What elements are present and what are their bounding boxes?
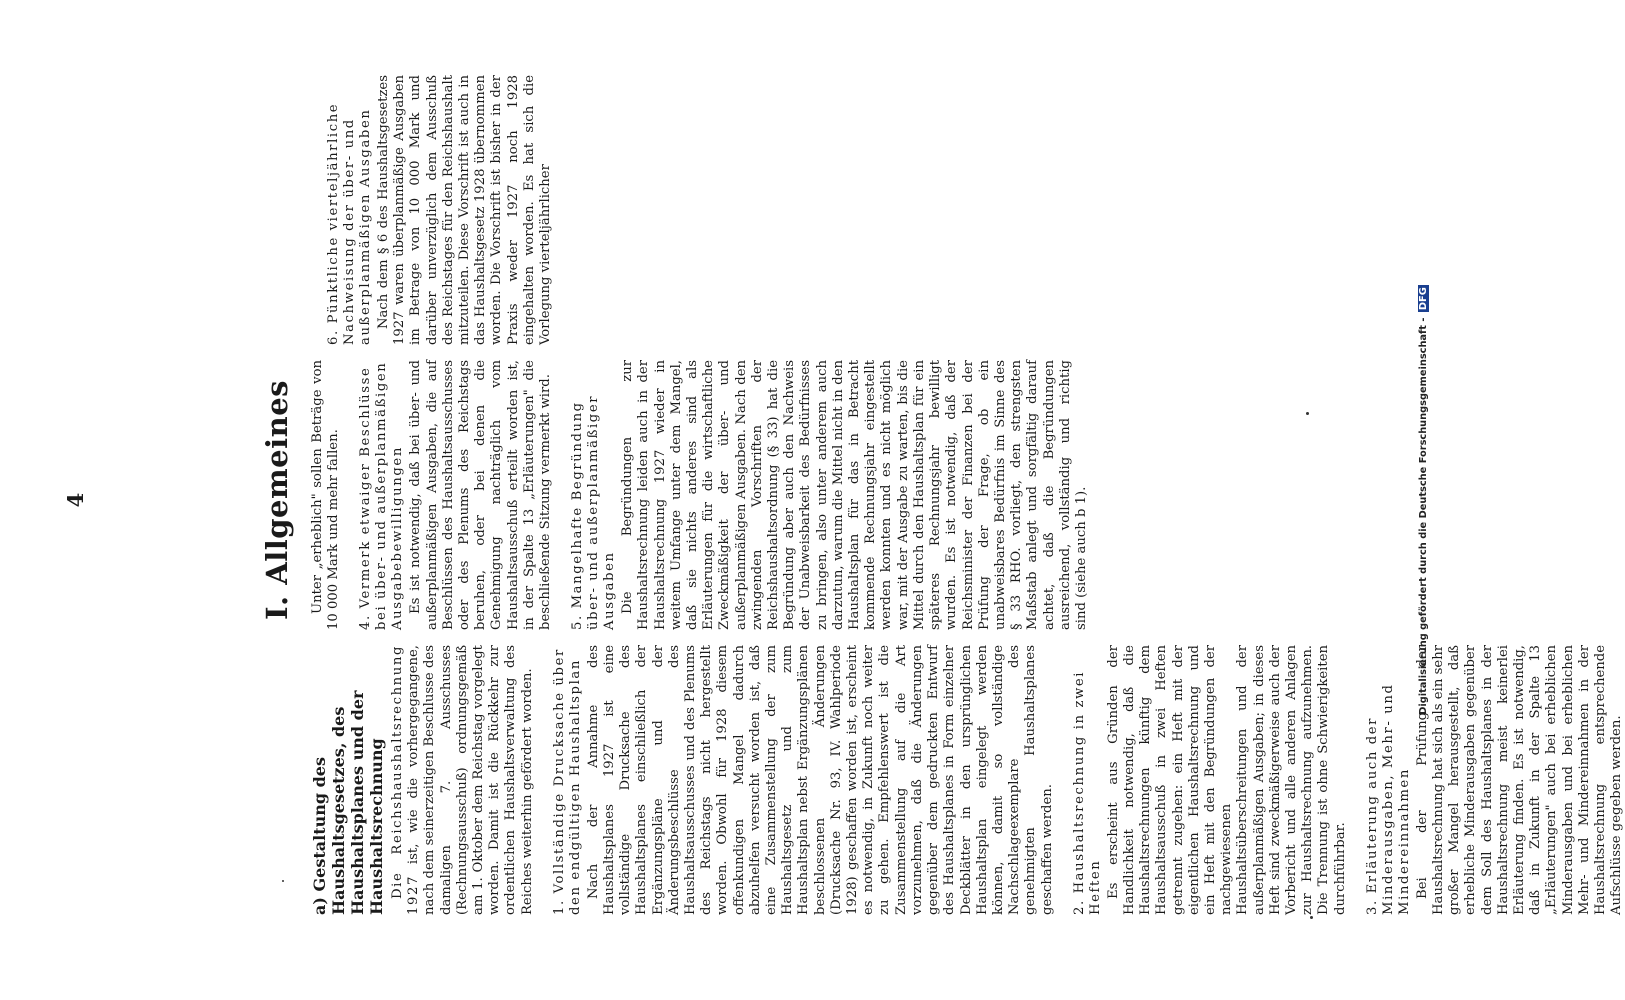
section-5-heading: 5. Mangelhafte Begründung über- und außerplanmäßiger Ausgaben xyxy=(570,394,618,630)
section-3-text-2: Unter „erheblich" sollen Beträge von 10 000 Mark und mehr fallen. xyxy=(310,360,342,630)
section-a-paragraph xyxy=(390,645,536,915)
section-4-heading: 4. Vermerk etwaiger Beschlüsse bei über- und außerplanmäßigen Ausgabebewilligungen xyxy=(358,361,406,630)
dfg-logo: DFG xyxy=(1418,287,1429,311)
section-a-heading: a) Gestaltung des Haushaltsgesetzes, des Haushaltsplanes und der Haushaltsrechnung xyxy=(310,690,386,915)
section-a-lead: Die Reichshaushaltsrechnung 1927 xyxy=(390,645,422,915)
digitization-text: Digitalisierung gefördert durch die Deutsche Forschungsgemeinschaft - xyxy=(1418,317,1429,715)
section-2-text: Es erscheint aus Gründen der Handlichkeit notwendig, daß die Haushaltsrechnungen künftig dem Haushaltsausschuß in zwei Heften getrennt zugehen: ein Heft mit der eigentlichen Haushaltsrechnung und ein Heft mit den Begründungen der nachgewiesenen Haushaltsüberschreitungen und der außerplanmäßigen Ausgaben; in dieses Heft sind zweckmäßigerweise auch der Vorbericht und alle anderen Anlagen zur Haushaltsrechnung aufzunehmen. Die Trennung ist ohne Schwierigkeiten durchführbar. xyxy=(1105,645,1348,915)
section-6-heading: 6. Pünktliche vierteljährliche Nachweisung der über- und außerplanmäßigen Ausgaben xyxy=(326,102,373,345)
section-2-heading: 2. Haushaltsrechnung in zwei Heften xyxy=(1071,670,1103,915)
section-5-text: Die Begründungen zur Haushaltsrechnung leiden auch in der Haushaltsrechnung 1927 wieder in weitem Umfange unter dem Mangel, daß sie nichts anderes sind als Erläuterungen für die wirtschaftliche Zweckmäßigkeit der über- und außerplanmäßigen Ausgaben. Nach den zwingenden Vorschriften der Reichshaushaltsordnung (§ 33) hat die Begründung aber auch den Nachweis der Unabweisbarkeit des Bedürfnisses zu bringen, also unter anderem auch darzutun, warum die Mittel nicht in den Haushaltsplan für das in Betracht kommende Rechnungsjahr eingestellt werden konnten und es nicht möglich war, mit der Ausgabe zu warten, bis die Mittel durch den Haushaltsplan für ein späteres Rechnungsjahr bewilligt wurden. Es ist notwendig, daß der Reichsminister der Finanzen bei der Prüfung der Frage, ob ein unabweisbares Bedürfnis im Sinne des § 33 RHO. vorliegt, den strengsten Maßstab anlegt und sorgfältig darauf achtet, daß die Begründungen ausreichend, vollständig und richtig sind (siehe auch b 1). xyxy=(620,360,1089,630)
section-3-heading: 3. Erläuterung auch der Minderausgaben, Mehr- und Mindereinnahmen xyxy=(1364,683,1412,915)
scan-speck xyxy=(282,880,284,882)
scan-speck xyxy=(1310,916,1313,919)
page-number: 4 xyxy=(63,492,88,508)
scan-speck xyxy=(1306,412,1309,415)
text-column-2 xyxy=(310,360,1300,630)
section-6-text: Nach dem § 6 des Haushaltsgesetzes 1927 waren überplanmäßige Ausgaben im Betrage von 10 000 Mark und darüber unverzüglich dem Ausschuß des Reichstages für den Reichshaushalt mitzuteilen. Diese Vorschrift ist auch in das Haushaltsgesetz 1928 übernommen worden. Die Vorschrift ist bisher in der Praxis weder 1927 noch 1928 eingehalten worden. Es hat sich die Vorlegung vierteljährlicher xyxy=(376,75,554,345)
section-3-text: Bei der Prüfung der Haushaltsrechnung hat sich als ein sehr großer Mangel herausgestellt, daß erhebliche Minderausgaben gegenüber dem Soll des Haushaltsplanes in der Haushaltsrechnung meist keinerlei Erläuterung finden. Es ist notwendig, daß in Zukunft in der Spalte 13 „Erläuterungen" auch bei erheblichen Minderausgaben und bei erheblichen Mehr- und Mindereinnahmen in der Haushaltsrechnung entsprechende Aufschlüsse gegeben werden. xyxy=(1414,645,1625,915)
section-1-text: Nach der Annahme des Haushaltsplanes 1927 ist eine vollständige Drucksache des Haushaltsplanes einschließlich der Ergänzungspläne und der Änderungsbeschlüsse des Haushaltsausschusses und des Plenums des Reichstags nicht hergestellt worden. Obwohl für 1928 diesem offenkundigen Mangel dadurch abzuhelfen versucht worden ist, daß eine Zusammenstellung der zum Haushaltsgesetz und zum Haushaltsplan nebst Ergänzungsplänen beschlossenen Änderungen (Drucksache Nr. 93, IV. Wahlperiode 1928) geschaffen worden ist, erscheint es notwendig, in Zukunft noch weiter zu gehen. Empfehlenswert ist die Zusammenstellung auf die Art vorzunehmen, daß die Änderungen gegenüber dem gedruckten Entwurf des Haushaltsplanes in Form einzelner Deckblätter in den ursprünglichen Haushaltsplan eingelegt werden können, damit so vollständige Nachschlageexemplare des genehmigten Haushaltsplanes geschaffen werden. xyxy=(585,645,1055,915)
text-column-1 xyxy=(310,645,1625,915)
page-title: I. Allgemeines xyxy=(260,379,294,621)
section-4-text: Es ist notwendig, daß bei über- und außerplanmäßigen Ausgaben, die auf Beschlüssen des Haushaltsausschusses oder des Plenums des Reichstags beruhen, oder bei denen die Genehmigung nachträglich vom Haushaltsausschuß erteilt worden ist, in der Spalte 13 „Erläuterungen" die beschließende Sitzung vermerkt wird. xyxy=(408,360,554,630)
section-1-heading: 1. Vollständige Drucksache über den endgültigen Haushaltsplan xyxy=(551,648,583,915)
section-a-text: ist, wie die vorhergegangene, nach dem seinerzeitigen Beschlusse des damaligen 7. Ausschusses (Rechnungsausschuß) ordnungsgemäß am 1. Oktober dem Reichstag vorgelegt worden. Damit ist die Rückkehr zur ordentlichen Haushaltsverwaltung des Reiches weiterhin gefördert worden. xyxy=(406,645,535,915)
text-column-3 xyxy=(310,75,1300,345)
digitization-note xyxy=(1418,0,1432,1000)
